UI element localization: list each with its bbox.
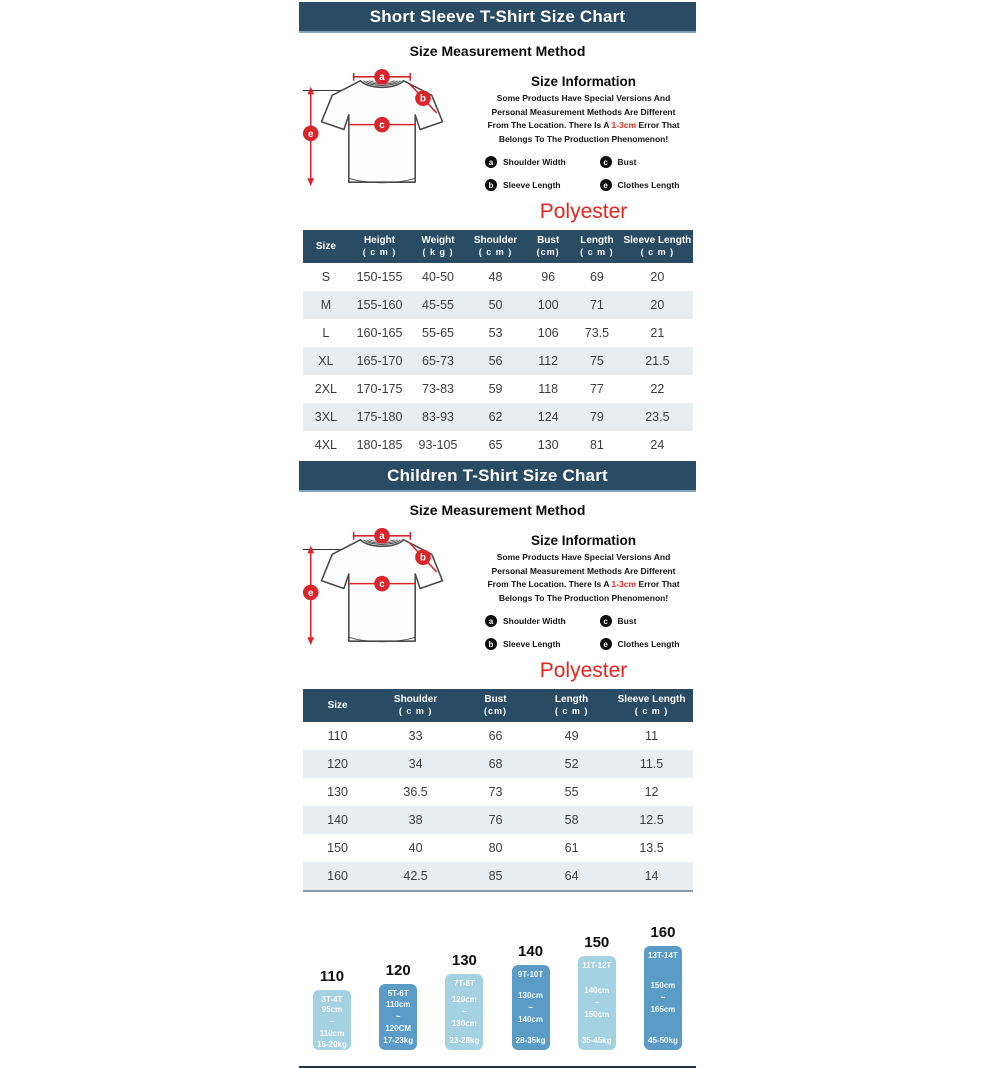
column-header xyxy=(622,230,692,263)
column-header-label: Size xyxy=(327,700,348,712)
measurement-letter-badge: e xyxy=(600,638,612,650)
table-header-row xyxy=(303,230,693,263)
column-header-label: Height xyxy=(363,235,396,247)
size-bar-item xyxy=(313,968,351,1050)
age-range-label: 3T-4T xyxy=(321,995,343,1005)
height-range-label: 150cm ~ 165cm xyxy=(650,981,676,1015)
children-material-label: Polyester xyxy=(539,659,628,683)
adult-info-column xyxy=(465,61,696,224)
column-header-unit: ( c m ) xyxy=(362,247,397,258)
size-bar-item xyxy=(578,934,616,1050)
table-cell: S xyxy=(321,270,331,285)
table-cell: 69 xyxy=(589,270,604,285)
column-header-label: Bust xyxy=(537,235,560,247)
table-cell: 66 xyxy=(488,729,503,744)
children-size-bars-graphic xyxy=(299,918,696,1050)
measurement-letter-badge: c xyxy=(600,156,612,168)
column-header-label: Bust xyxy=(484,694,507,706)
table-cell: L xyxy=(322,326,330,341)
info-text-before: Some Products Have Special Versions And Personal Measurement Methods Are Different From The Location. There Is A xyxy=(487,93,676,131)
column-header-unit: ( c m ) xyxy=(478,247,513,258)
children-size-table xyxy=(303,689,693,892)
column-header xyxy=(533,689,611,722)
children-measurement-method-title: Size Measurement Method xyxy=(409,502,586,519)
table-cell: 33 xyxy=(408,729,423,744)
table-cell: 73-83 xyxy=(422,382,454,397)
table-cell: 118 xyxy=(538,382,559,397)
table-cell: 55-65 xyxy=(422,326,454,341)
table-cell: 40 xyxy=(408,841,423,856)
children-section-banner xyxy=(299,461,696,492)
table-cell: 130 xyxy=(327,785,349,800)
children-info-title: Size Information xyxy=(530,533,636,549)
column-header-unit: ( c m ) xyxy=(634,706,669,717)
size-bar-label: 120 xyxy=(385,962,411,980)
legend-label: Shoulder Width xyxy=(503,616,566,627)
size-bar xyxy=(578,956,616,1050)
size-chart-page xyxy=(299,0,696,1068)
column-header xyxy=(525,230,572,263)
table-cell: 62 xyxy=(488,410,503,425)
table-cell: 170-175 xyxy=(356,382,403,397)
table-cell: 64 xyxy=(533,862,611,891)
size-bar-label: 160 xyxy=(650,924,676,942)
column-header xyxy=(303,230,350,263)
table-row xyxy=(303,375,693,403)
size-bar-label: 150 xyxy=(584,934,610,952)
table-row xyxy=(303,834,693,862)
size-bar xyxy=(445,974,483,1050)
size-bar xyxy=(313,990,351,1050)
table-cell: 75 xyxy=(589,354,604,369)
table-cell: 56 xyxy=(488,354,503,369)
svg-text:c: c xyxy=(379,579,385,591)
table-header-row xyxy=(303,689,693,722)
table-row xyxy=(303,263,693,291)
column-header xyxy=(303,689,373,722)
measurement-letter-badge: c xyxy=(600,615,612,627)
table-cell: 23.5 xyxy=(645,410,670,425)
table-row xyxy=(303,347,693,375)
legend-label: Clothes Length xyxy=(617,639,680,650)
adult-material-label: Polyester xyxy=(539,200,628,224)
table-cell: 12.5 xyxy=(639,813,664,828)
table-cell: 80 xyxy=(488,841,503,856)
table-cell: 14 xyxy=(611,862,693,891)
column-header-label: Length xyxy=(554,694,589,706)
table-cell: 59 xyxy=(488,382,503,397)
column-header-label: Length xyxy=(580,235,614,247)
adult-size-table xyxy=(303,230,693,459)
column-header xyxy=(466,230,525,263)
table-cell: 55 xyxy=(564,785,579,800)
svg-text:b: b xyxy=(420,552,426,564)
legend-label: Bust xyxy=(617,616,637,627)
table-cell: 58 xyxy=(564,813,579,828)
table-cell: 73.5 xyxy=(584,326,610,341)
measurement-letter-badge: b xyxy=(485,179,497,191)
children-info-text xyxy=(481,551,686,605)
column-header-unit: ( c m ) xyxy=(580,247,614,258)
legend-label: Shoulder Width xyxy=(503,157,566,168)
children-measurement-legend xyxy=(485,615,688,650)
column-header-label: Sleeve Length xyxy=(617,694,686,706)
column-header-unit: ( c m ) xyxy=(398,706,433,717)
svg-text:a: a xyxy=(379,72,385,84)
table-cell: 53 xyxy=(488,326,503,341)
legend-item xyxy=(485,179,596,191)
size-bar-item xyxy=(512,943,550,1050)
size-bar-label: 130 xyxy=(451,952,477,970)
column-header-unit: ( c m ) xyxy=(640,247,675,258)
size-bar xyxy=(379,984,417,1050)
table-cell: 106 xyxy=(537,326,559,341)
height-range-label: 110cm ~ 120CM xyxy=(385,1000,412,1034)
legend-item xyxy=(485,638,596,650)
column-header-label: Shoulder xyxy=(393,694,438,706)
children-banner-title: Children T-Shirt Size Chart xyxy=(387,465,608,485)
weight-range-label: 28-35kg xyxy=(515,1036,546,1046)
svg-text:b: b xyxy=(420,93,426,105)
table-cell: 11 xyxy=(645,729,659,744)
table-cell: 124 xyxy=(537,410,559,425)
table-cell: 20 xyxy=(650,298,665,313)
adult-info-text xyxy=(481,92,686,146)
legend-item xyxy=(600,638,688,650)
table-cell: 49 xyxy=(564,729,579,744)
weight-range-label: 45-50kg xyxy=(648,1036,678,1046)
table-cell: 20 xyxy=(650,270,665,285)
table-cell: 73 xyxy=(488,785,503,800)
age-range-label: 7T-8T xyxy=(453,979,475,989)
table-cell: 12 xyxy=(644,785,659,800)
table-cell: 34 xyxy=(408,757,423,772)
svg-text:e: e xyxy=(308,128,314,140)
size-bar-item xyxy=(445,952,483,1050)
table-cell: 45-55 xyxy=(422,298,454,313)
table-cell: 50 xyxy=(488,298,503,313)
table-cell: 48 xyxy=(488,270,503,285)
table-row xyxy=(303,750,693,778)
table-row xyxy=(303,778,693,806)
table-cell: 83-93 xyxy=(422,410,454,425)
age-range-label: 5T-6T xyxy=(387,989,409,999)
table-row xyxy=(303,431,693,459)
legend-label: Bust xyxy=(617,157,637,168)
table-row xyxy=(303,862,693,891)
table-cell: 130 xyxy=(537,438,559,453)
column-header-unit: (cm) xyxy=(536,247,560,258)
tshirt-measurement-diagram xyxy=(299,69,465,191)
size-bar-label: 140 xyxy=(518,943,544,961)
table-cell: 4XL xyxy=(314,438,338,453)
children-diagram-column xyxy=(299,520,465,683)
table-cell: 81 xyxy=(589,438,604,453)
info-text-after: Error That Belongs To The Production Phenomenon! xyxy=(498,579,680,603)
info-text-before: Some Products Have Special Versions And Personal Measurement Methods Are Different From The Location. There Is A xyxy=(487,552,676,590)
legend-item xyxy=(485,615,596,627)
table-row xyxy=(303,319,693,347)
table-cell: 65-73 xyxy=(422,354,454,369)
size-bar-item xyxy=(379,962,417,1050)
svg-text:c: c xyxy=(379,120,385,132)
measurement-letter-badge: e xyxy=(600,179,612,191)
weight-range-label: 15-20kg xyxy=(317,1040,347,1050)
age-range-label: 11T-12T xyxy=(582,961,612,971)
table-cell: 175-180 xyxy=(356,410,403,425)
table-cell: 110 xyxy=(327,729,348,744)
table-row xyxy=(303,722,693,750)
table-cell: 100 xyxy=(537,298,559,313)
info-text-after: Error That Belongs To The Production Phenomenon! xyxy=(498,120,680,144)
table-cell: 85 xyxy=(458,862,532,891)
children-measurement-row xyxy=(299,520,696,683)
age-range-label: 9T-10T xyxy=(517,970,544,980)
table-cell: 42.5 xyxy=(373,862,459,891)
table-cell: 71 xyxy=(589,298,604,313)
table-cell: 165-170 xyxy=(356,354,403,369)
table-cell: 68 xyxy=(488,757,503,772)
adult-measurement-row xyxy=(299,61,696,224)
height-range-label: 120cm ~ 130cm xyxy=(451,995,477,1029)
table-cell: 21 xyxy=(650,326,665,341)
column-header xyxy=(373,689,459,722)
legend-item xyxy=(600,156,688,168)
size-bar-item xyxy=(644,924,682,1050)
size-bar-label: 110 xyxy=(319,968,345,986)
size-bar xyxy=(644,946,682,1050)
table-cell: 93-105 xyxy=(418,438,458,453)
table-cell: 65 xyxy=(488,438,503,453)
table-cell: 150 xyxy=(327,841,349,856)
table-row xyxy=(303,806,693,834)
table-cell: 38 xyxy=(408,813,423,828)
children-info-column xyxy=(465,520,696,683)
table-cell: 155-160 xyxy=(356,298,403,313)
adult-banner-title: Short Sleeve T-Shirt Size Chart xyxy=(369,6,626,26)
legend-label: Sleeve Length xyxy=(503,180,561,191)
table-cell: 61 xyxy=(564,841,579,856)
info-text-highlight: 1-3cm xyxy=(611,120,637,131)
table-cell: 77 xyxy=(589,382,604,397)
table-cell: 160-165 xyxy=(356,326,403,341)
column-header-label: Sleeve Length xyxy=(623,235,692,247)
column-header xyxy=(611,689,693,722)
svg-text:e: e xyxy=(308,587,314,599)
column-header-unit: (cm) xyxy=(484,706,508,717)
table-cell: 2XL xyxy=(314,382,338,397)
adult-measurement-legend xyxy=(485,156,688,191)
column-header-label: Shoulder xyxy=(473,235,518,247)
adult-measurement-method-title: Size Measurement Method xyxy=(409,43,586,59)
table-row xyxy=(303,291,693,319)
adult-info-title: Size Information xyxy=(530,74,636,89)
measurement-letter-badge: a xyxy=(485,156,497,168)
table-row xyxy=(303,403,693,431)
table-cell: 76 xyxy=(488,813,503,828)
measurement-letter-badge: b xyxy=(485,638,497,650)
table-cell: 120 xyxy=(327,757,349,772)
column-header xyxy=(458,689,532,722)
table-cell: 24 xyxy=(650,438,665,453)
table-cell: 112 xyxy=(538,354,559,369)
table-cell: 21.5 xyxy=(645,354,670,369)
info-text-highlight: 1-3cm xyxy=(611,579,637,590)
table-cell: M xyxy=(320,298,332,313)
table-cell: 52 xyxy=(564,757,579,772)
legend-item xyxy=(485,156,596,168)
legend-label: Sleeve Length xyxy=(503,639,561,650)
legend-item xyxy=(600,615,688,627)
svg-text:a: a xyxy=(379,531,385,543)
height-range-label: 140cm ~ 150cm xyxy=(584,986,610,1020)
table-cell: 160 xyxy=(303,862,373,891)
table-cell: 96 xyxy=(541,270,556,285)
table-cell: 180-185 xyxy=(356,438,403,453)
column-header-unit: ( c m ) xyxy=(554,706,589,717)
column-header xyxy=(349,230,409,263)
table-cell: 3XL xyxy=(314,410,338,425)
table-cell: 36.5 xyxy=(403,785,428,800)
column-header xyxy=(410,230,467,263)
table-cell: 79 xyxy=(589,410,604,425)
weight-range-label: 17-23kg xyxy=(383,1036,414,1046)
table-cell: 150-155 xyxy=(356,270,403,285)
legend-label: Clothes Length xyxy=(617,180,680,191)
table-cell: 40-50 xyxy=(422,270,454,285)
table-cell: 140 xyxy=(327,813,349,828)
measurement-letter-badge: a xyxy=(485,615,497,627)
size-bar xyxy=(512,965,550,1050)
weight-range-label: 23-28kg xyxy=(449,1036,480,1046)
adult-diagram-column xyxy=(299,61,465,224)
column-header xyxy=(572,230,623,263)
column-header-unit: ( k g ) xyxy=(422,247,454,258)
table-cell: 13.5 xyxy=(639,841,664,856)
legend-item xyxy=(600,179,688,191)
table-cell: 22 xyxy=(650,382,665,397)
tshirt-measurement-diagram xyxy=(299,528,465,650)
height-range-label: 130cm ~ 140cm xyxy=(518,990,544,1024)
adult-section-banner xyxy=(299,2,696,33)
age-range-label: 13T-14T xyxy=(648,951,678,961)
table-cell: XL xyxy=(318,354,334,369)
column-header-label: Size xyxy=(315,241,336,253)
weight-range-label: 35-45kg xyxy=(581,1036,612,1046)
table-cell: 11.5 xyxy=(639,757,664,772)
height-range-label: 95cm ~ 110cm xyxy=(319,1005,345,1039)
column-header-label: Weight xyxy=(421,235,455,247)
